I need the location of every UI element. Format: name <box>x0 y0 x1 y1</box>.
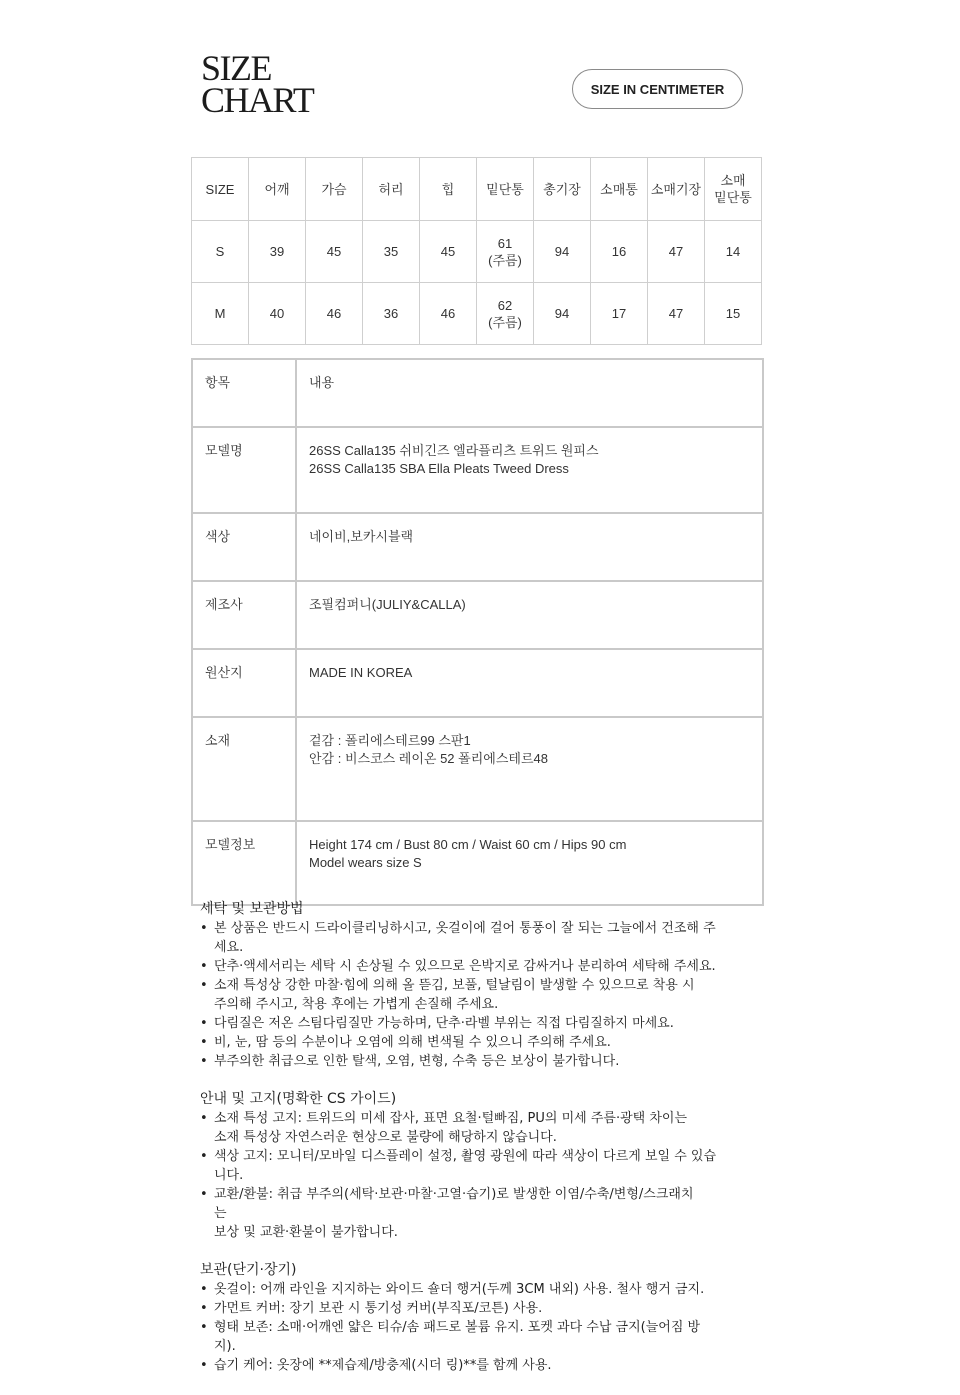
header-cell: SIZE <box>192 158 249 221</box>
table-cell: 94 <box>534 221 591 283</box>
header-cell: 총기장 <box>534 158 591 221</box>
header-cell: 밑단통 <box>477 158 534 221</box>
list-item: • 단추·액세서리는 세탁 시 손상될 수 있으므로 은박지로 감싸거나 분리하여 세탁해 주세요. <box>200 957 760 976</box>
table-row <box>192 283 762 345</box>
list-item: • 다림질은 저온 스팀다림질만 가능하며, 단추·라벨 부위는 직접 다림질하지 마세요. <box>200 1014 760 1033</box>
notes-list <box>200 1280 760 1375</box>
header-cell: 힙 <box>420 158 477 221</box>
info-row <box>192 359 763 427</box>
info-row <box>192 717 763 821</box>
list-item: • 옷걸이: 어깨 라인을 지지하는 와이드 숄더 행거(두께 3CM 내외) 사용. 철사 행거 금지. <box>200 1280 760 1299</box>
info-key: 모델명 <box>192 427 296 513</box>
table-cell: 61 (주름) <box>477 221 534 283</box>
title-line-1: SIZE <box>201 48 271 88</box>
table-row <box>192 221 762 283</box>
notes-section-storage <box>200 1261 760 1375</box>
list-item: • 본 상품은 반드시 드라이클리닝하시고, 옷걸이에 걸어 통풍이 잘 되는 그늘에서 건조해 주 세요. <box>200 919 760 957</box>
unit-badge: SIZE IN CENTIMETER <box>572 69 743 109</box>
list-item: • 소재 특성상 강한 마찰·힘에 의해 올 뜯김, 보풀, 털날림이 발생할 수 있으므로 착용 시 주의해 주시고, 착용 후에는 가볍게 손질해 주세요. <box>200 976 760 1014</box>
info-key: 항목 <box>192 359 296 427</box>
list-item: • 습기 케어: 옷장에 **제습제/방충제(시더 링)**를 함께 사용. <box>200 1356 760 1375</box>
table-cell: 14 <box>705 221 762 283</box>
info-row <box>192 581 763 649</box>
table-cell: 17 <box>591 283 648 345</box>
info-value: 26SS Calla135 쉬비긴즈 엘라플리츠 트위드 원피스 26SS Calla135 SBA Ella Pleats Tweed Dress <box>296 427 763 513</box>
info-value: 네이비,보카시블랙 <box>296 513 763 581</box>
section-title: 세탁 및 보관방법 <box>200 901 304 917</box>
notes-section-washing <box>200 900 760 1071</box>
info-row <box>192 513 763 581</box>
info-key: 소재 <box>192 717 296 821</box>
list-item: • 색상 고지: 모니터/모바일 디스플레이 설정, 촬영 광원에 따라 색상이 다르게 보일 수 있습 니다. <box>200 1147 760 1185</box>
notes-list <box>200 919 760 1071</box>
section-title: 안내 및 고지(명확한 CS 가이드) <box>200 1091 397 1107</box>
info-value: MADE IN KOREA <box>296 649 763 717</box>
header-cell: 허리 <box>363 158 420 221</box>
table-cell: 62 (주름) <box>477 283 534 345</box>
list-item: • 비, 눈, 땀 등의 수분이나 오염에 의해 변색될 수 있으니 주의해 주세요. <box>200 1033 760 1052</box>
table-cell: 45 <box>420 221 477 283</box>
list-item: • 가먼트 커버: 장기 보관 시 통기성 커버(부직포/코튼) 사용. <box>200 1299 760 1318</box>
table-cell: 46 <box>420 283 477 345</box>
table-cell: 15 <box>705 283 762 345</box>
table-cell: 35 <box>363 221 420 283</box>
care-notes <box>200 900 760 1394</box>
info-key: 모델정보 <box>192 821 296 905</box>
info-key: 제조사 <box>192 581 296 649</box>
notes-section-notice <box>200 1090 760 1242</box>
size-table-header <box>192 158 762 221</box>
header-cell: 소매통 <box>591 158 648 221</box>
info-row <box>192 649 763 717</box>
list-item: • 형태 보존: 소매·어깨엔 얇은 티슈/솜 패드로 볼륨 유지. 포켓 과다 수납 금지(늘어짐 방 지). <box>200 1318 760 1356</box>
header-cell: 소매 밑단통 <box>705 158 762 221</box>
title-line-2: CHART <box>201 80 314 120</box>
table-cell: 47 <box>648 283 705 345</box>
table-cell: 40 <box>249 283 306 345</box>
table-cell: 46 <box>306 283 363 345</box>
product-info-table <box>191 358 764 906</box>
info-value: Height 174 cm / Bust 80 cm / Waist 60 cm / Hips 90 cm Model wears size S <box>296 821 763 905</box>
table-cell: S <box>192 221 249 283</box>
table-cell: 16 <box>591 221 648 283</box>
info-value: 조필컴퍼니(JULIY&CALLA) <box>296 581 763 649</box>
table-cell: 47 <box>648 221 705 283</box>
info-value: 겉감 : 폴리에스테르99 스판1 안감 : 비스코스 레이온 52 폴리에스테르48 <box>296 717 763 821</box>
info-key: 원산지 <box>192 649 296 717</box>
header-cell: 소매기장 <box>648 158 705 221</box>
list-item: • 부주의한 취급으로 인한 탈색, 오염, 변형, 수축 등은 보상이 불가합니다. <box>200 1052 760 1071</box>
page-title <box>201 48 314 120</box>
header-cell: 어깨 <box>249 158 306 221</box>
info-key: 색상 <box>192 513 296 581</box>
info-row <box>192 427 763 513</box>
header-cell: 가슴 <box>306 158 363 221</box>
section-title: 보관(단기·장기) <box>200 1262 297 1278</box>
table-cell: 39 <box>249 221 306 283</box>
table-cell: M <box>192 283 249 345</box>
info-value: 내용 <box>296 359 763 427</box>
table-cell: 36 <box>363 283 420 345</box>
table-cell: 94 <box>534 283 591 345</box>
table-cell: 45 <box>306 221 363 283</box>
info-row <box>192 821 763 905</box>
notes-list <box>200 1109 760 1242</box>
list-item: • 교환/환불: 취급 부주의(세탁·보관·마찰·고열·습기)로 발생한 이염/수축/변형/스크래치 는 보상 및 교환·환불이 불가합니다. <box>200 1185 760 1242</box>
size-table <box>191 157 762 345</box>
list-item: • 소재 특성 고지: 트위드의 미세 잡사, 표면 요철·털빠짐, PU의 미세 주름·광택 차이는 소재 특성상 자연스러운 현상으로 불량에 해당하지 않습니다. <box>200 1109 760 1147</box>
